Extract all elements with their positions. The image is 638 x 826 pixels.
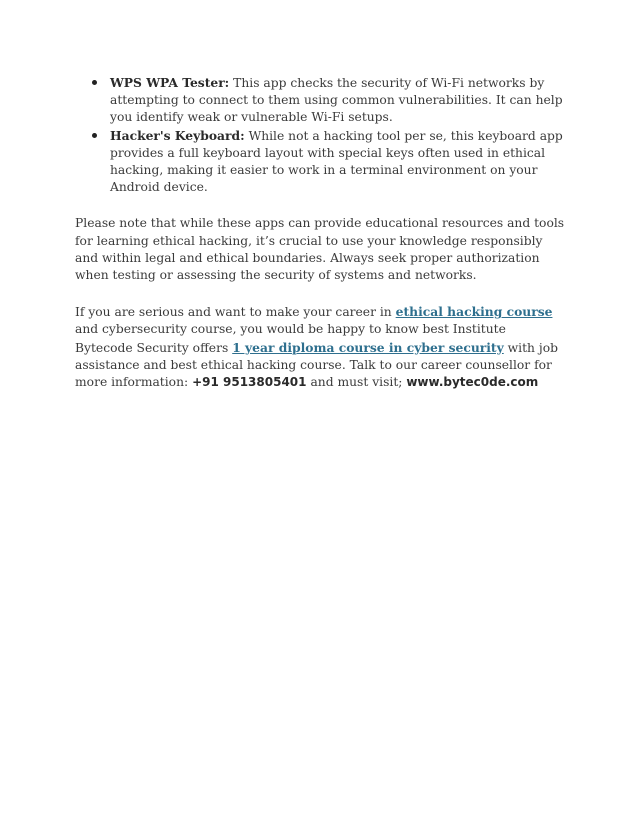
app-list bbox=[75, 74, 565, 196]
ethical-hacking-course-link[interactable]: ethical hacking course bbox=[395, 304, 553, 320]
list-item-text: This app checks the security of Wi-Fi networks by attempting to connect to them using common vulnerabilities. It can help you identify weak or vulnerable Wi-Fi setups. bbox=[110, 76, 563, 125]
cta-text-2: and cybersecurity course, you would be happy to know best Institute Bytecode Security offers bbox=[75, 322, 506, 355]
cta-text-1: If you are serious and want to make your career in bbox=[75, 305, 392, 320]
diploma-course-link[interactable]: 1 year diploma course in cyber security bbox=[232, 339, 504, 355]
list-item-title: WPS WPA Tester: bbox=[110, 75, 230, 90]
bullet-icon bbox=[92, 80, 97, 85]
list-item-text: While not a hacking tool per se, this keyboard app provides a full keyboard layout with special keys often used in ethical hacking, making it easier to work in a terminal environment on your Android device. bbox=[110, 128, 563, 195]
cta-text-3: with job assistance and best ethical hacking course. Talk to our career counsellor for more information: bbox=[75, 340, 558, 390]
cta-text-4: and must visit; bbox=[310, 375, 403, 390]
website-text: www.bytec0de.com bbox=[406, 375, 539, 390]
list-item-hackers-keyboard bbox=[75, 127, 565, 197]
note-paragraph: Please note that while these apps can provide educational resources and tools for learning ethical hacking, it’s crucial to use your knowledge responsibly and within legal and ethical boundaries. Always seek proper authorization when testing or assessing the security of systems and networks. bbox=[75, 216, 565, 283]
cta-paragraph bbox=[75, 303, 565, 391]
bullet-icon bbox=[92, 133, 97, 138]
document-page bbox=[75, 74, 565, 391]
phone-number: +91 9513805401 bbox=[192, 375, 307, 390]
list-item-title: Hacker's Keyboard: bbox=[110, 127, 245, 143]
list-item-wps-wpa-tester bbox=[75, 74, 565, 127]
